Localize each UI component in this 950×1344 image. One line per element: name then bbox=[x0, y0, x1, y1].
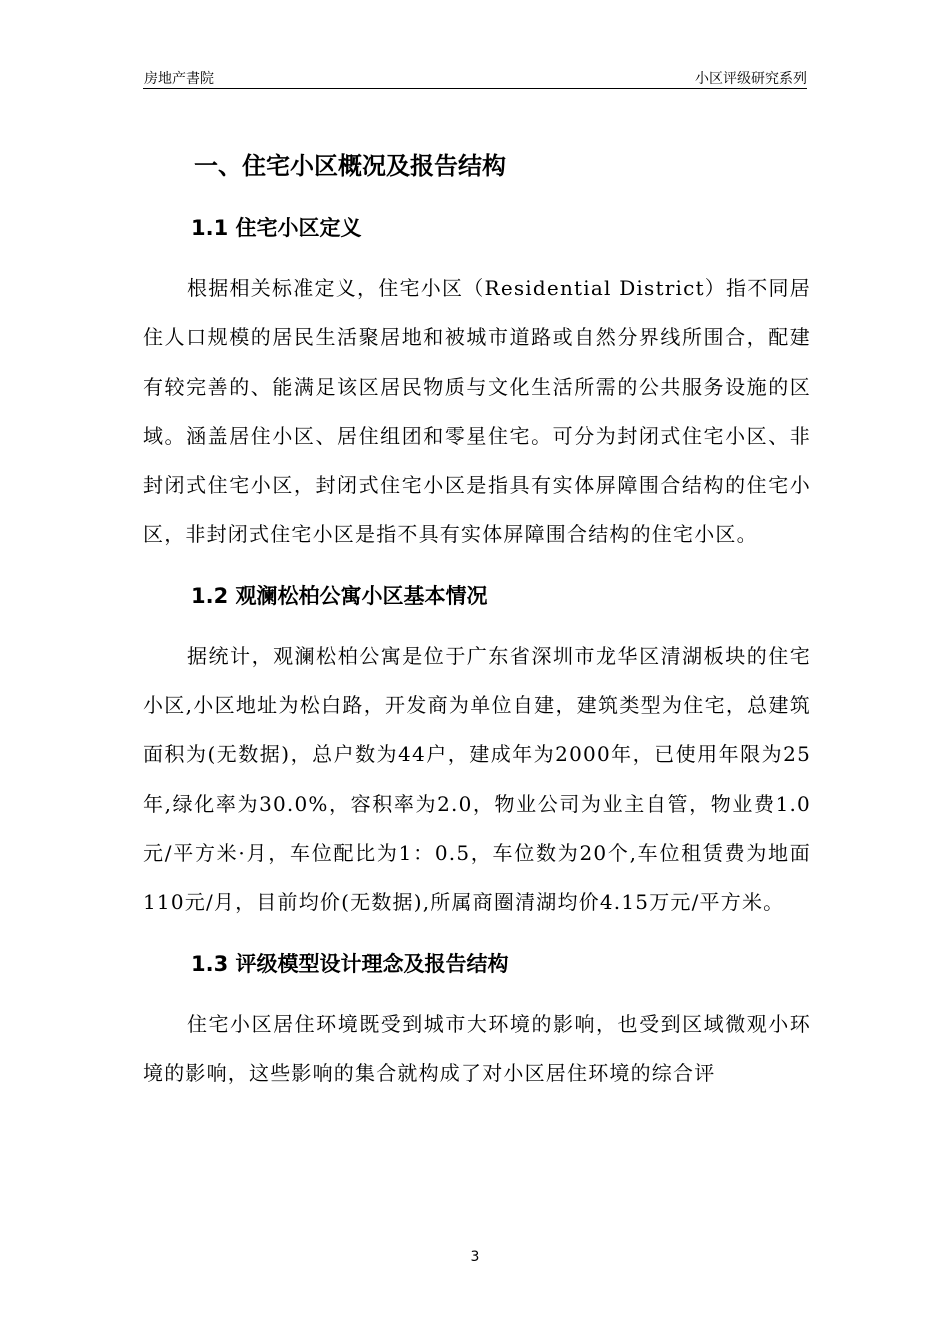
paragraph-basic-info: 据统计，观澜松柏公寓是位于广东省深圳市龙华区清湖板块的住宅小区,小区地址为松白路，开发商为单位自建，建筑类型为住宅，总建筑面积为(无数据)，总户数为44户，建成年为2000年，已使用年限为25年,绿化率为30.0%，容积率为2.0，物业公司为业主自管，物业费1.0元/平方米·月，车位配比为1：0.5，车位数为20个,车位租赁费为地面110元/月，目前均价(无数据),所属商圈清湖均价4.15万元/平方米。 bbox=[143, 643, 811, 915]
header-series-title: 小区评级研究系列 bbox=[695, 71, 807, 87]
section-title: 一、住宅小区概况及报告结构 bbox=[194, 152, 506, 180]
page-header bbox=[143, 66, 807, 89]
paragraph-model-design: 住宅小区居住环境既受到城市大环境的影响，也受到区域微观小环境的影响，这些影响的集合就构成了对小区居住环境的综合评 bbox=[143, 1011, 811, 1085]
header-publisher: 房地产書院 bbox=[144, 71, 214, 87]
document-body bbox=[143, 140, 811, 1098]
subsection-heading-1-1: 1.1 住宅小区定义 bbox=[191, 216, 362, 240]
subsection-heading-1-2: 1.2 观澜松柏公寓小区基本情况 bbox=[191, 583, 488, 608]
page-number: 3 bbox=[470, 1249, 480, 1265]
subsection-heading-1-3: 1.3 评级模型设计理念及报告结构 bbox=[191, 951, 509, 976]
paragraph-definition: 根据相关标准定义，住宅小区（Residential District）指不同居住人口规模的居民生活聚居地和被城市道路或自然分界线所围合，配建有较完善的、能满足该区居民物质与文化生活所需的公共服务设施的区域。涵盖居住小区、居住组团和零星住宅。可分为封闭式住宅小区、非封闭式住宅小区，封闭式住宅小区是指具有实体屏障围合结构的住宅小区，非封闭式住宅小区是指不具有实体屏障围合结构的住宅小区。 bbox=[143, 276, 811, 547]
